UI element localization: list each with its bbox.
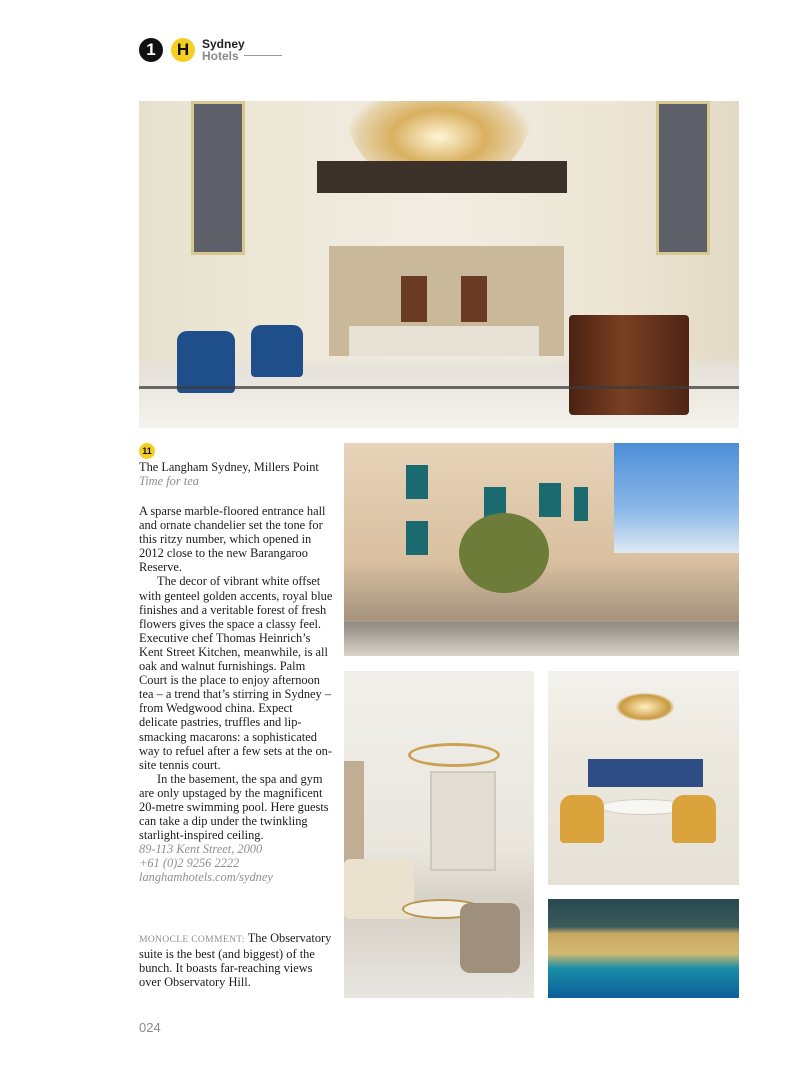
phone: +61 (0)2 9256 2222 bbox=[139, 856, 240, 871]
exterior-photo bbox=[344, 443, 739, 656]
yellow-armchair bbox=[672, 795, 716, 843]
monocle-comment bbox=[139, 931, 334, 989]
window bbox=[574, 487, 588, 521]
mezzanine-balcony bbox=[317, 161, 567, 193]
living-room-photo bbox=[344, 671, 534, 998]
ring-pendant-light bbox=[408, 743, 500, 767]
entry-body bbox=[139, 504, 334, 885]
armchair bbox=[460, 903, 520, 973]
section-label: Hotels bbox=[202, 48, 239, 63]
sky bbox=[614, 443, 739, 553]
comment-label: MONOCLE COMMENT: bbox=[139, 934, 245, 945]
body-paragraph: The decor of vibrant white offset with genteel golden accents, royal blue finishes and a veritable forest of fresh flowers gives the space a classy feel. Executive chef Thomas Heinrich’s Kent Street Kitchen, meanwhile, is all oak and walnut furnishings. Palm Court is the place to enjoy afternoon tea – a trend that’s stirring in Sydney – from Wedgwood china. Expect delicate pastries, truffles and lip-smacking macarons: a sophisticated way to refuel after a few sets at the on-site tennis court. bbox=[139, 574, 333, 772]
hero-lobby-photo bbox=[139, 101, 739, 428]
yellow-armchair bbox=[560, 795, 604, 843]
hotels-section-icon: H bbox=[171, 38, 195, 62]
bookshelf bbox=[430, 771, 496, 871]
lobby-stairs bbox=[349, 326, 539, 356]
website-link[interactable]: langhamhotels.com/sydney bbox=[139, 870, 273, 885]
window bbox=[406, 521, 428, 555]
entry-number-badge: 11 bbox=[139, 443, 155, 459]
wall-panel-left bbox=[191, 101, 245, 255]
section-header bbox=[139, 37, 282, 63]
door bbox=[461, 276, 487, 322]
marble-floor-inlay bbox=[139, 386, 739, 389]
body-paragraph: A sparse marble-floored entrance hall and ornate chandelier set the tone for this ritzy number, which opened in 2012 close to the new Barangaroo Reserve. bbox=[139, 504, 326, 575]
street-tree bbox=[459, 513, 549, 593]
section-title bbox=[202, 36, 282, 63]
entry-subtitle: Time for tea bbox=[139, 474, 199, 488]
issue-number-badge: 1 bbox=[139, 38, 163, 62]
header-rule bbox=[244, 55, 282, 56]
comment-text: The Observatory suite is the best (and biggest) of the bunch. It boasts far-reaching views over Observatory Hill. bbox=[139, 931, 332, 990]
pool-photo bbox=[548, 899, 739, 998]
wall-panel-right bbox=[656, 101, 710, 255]
window bbox=[539, 483, 561, 517]
blue-bar-counter bbox=[588, 759, 703, 787]
blue-armchair bbox=[251, 325, 303, 377]
address: 89-113 Kent Street, 2000 bbox=[139, 842, 263, 857]
palm-court-photo bbox=[548, 671, 739, 885]
street bbox=[344, 622, 739, 656]
door bbox=[401, 276, 427, 322]
blue-armchair bbox=[177, 331, 235, 393]
reception-desk bbox=[569, 315, 689, 415]
body-paragraph: In the basement, the spa and gym are only upstaged by the magnificent 20-metre swimming pool. Here guests can take a dip under the twinkling starlight-inspired ceiling. bbox=[139, 771, 329, 843]
page-number: 024 bbox=[139, 1020, 161, 1035]
chandelier bbox=[616, 693, 674, 721]
window bbox=[406, 465, 428, 499]
entry-title: The Langham Sydney, Millers Point bbox=[139, 460, 319, 474]
city-label: Sydney bbox=[202, 36, 245, 51]
